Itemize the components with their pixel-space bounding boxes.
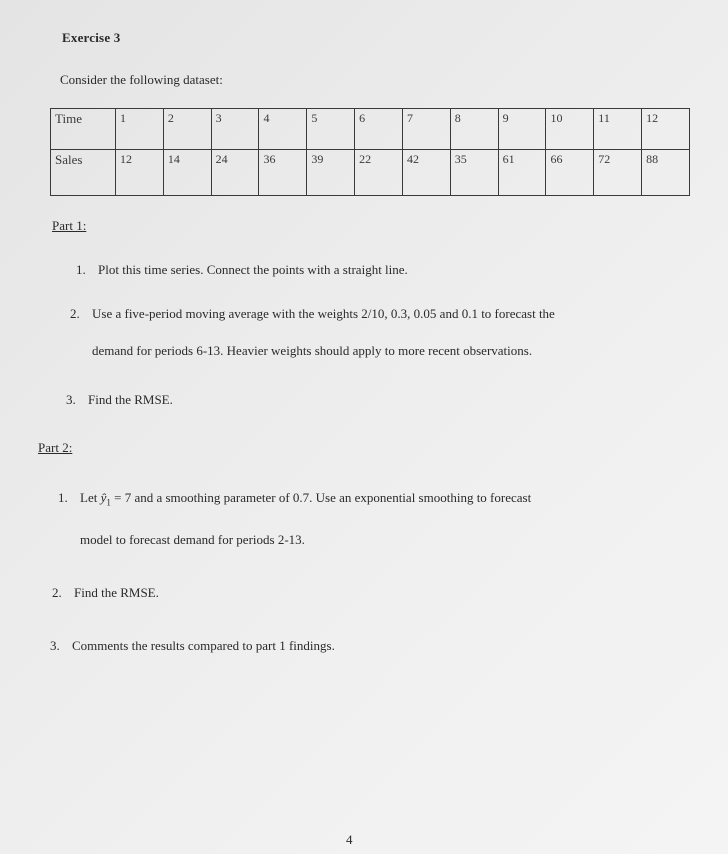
time-cell: 12 xyxy=(642,109,690,150)
sales-cell: 24 xyxy=(211,150,259,196)
sales-cell: 39 xyxy=(307,150,355,196)
y-hat-subscript: 1 xyxy=(106,497,111,508)
sales-cell: 36 xyxy=(259,150,307,196)
page-number: 4 xyxy=(346,832,353,847)
part1-question-1 xyxy=(76,262,408,278)
part1-question-2 xyxy=(70,306,555,322)
time-cell: 10 xyxy=(546,109,594,150)
sales-cell: 12 xyxy=(116,150,164,196)
time-label: Time xyxy=(51,109,116,150)
question-text: Find the RMSE. xyxy=(88,392,173,407)
part2-question-1 xyxy=(58,490,531,508)
part2-question-3 xyxy=(50,638,335,654)
dataset-table xyxy=(50,108,690,196)
y-hat-symbol: ŷ xyxy=(100,490,107,505)
sales-cell: 61 xyxy=(498,150,546,196)
time-cell: 8 xyxy=(450,109,498,150)
time-cell: 2 xyxy=(163,109,211,150)
part1-question-3 xyxy=(66,392,173,408)
sales-cell: 66 xyxy=(546,150,594,196)
question-text: Find the RMSE. xyxy=(74,585,159,600)
time-cell: 3 xyxy=(211,109,259,150)
exercise-title: Exercise 3 xyxy=(62,30,121,45)
time-cell: 7 xyxy=(402,109,450,150)
question-text: Comments the results compared to part 1 findings. xyxy=(72,638,335,653)
sales-cell: 14 xyxy=(163,150,211,196)
time-cell: 4 xyxy=(259,109,307,150)
time-cell: 1 xyxy=(116,109,164,150)
sales-cell: 35 xyxy=(450,150,498,196)
sales-cell: 72 xyxy=(594,150,642,196)
question-text: = 7 and a smoothing parameter of 0.7. Use an exponential smoothing to forecast xyxy=(114,490,532,505)
question-text: Use a five-period moving average with the weights 2/10, 0.3, 0.05 and 0.1 to forecast the xyxy=(92,306,555,321)
sales-cell: 88 xyxy=(642,150,690,196)
question-lead: Let xyxy=(80,490,98,505)
time-row xyxy=(51,109,690,150)
sales-label: Sales xyxy=(51,150,116,196)
sales-row xyxy=(51,150,690,196)
part2-question-1-continued: model to forecast demand for periods 2-13. xyxy=(80,532,305,547)
sales-cell: 22 xyxy=(355,150,403,196)
question-number: 2. xyxy=(70,306,80,321)
sales-cell: 42 xyxy=(402,150,450,196)
question-number: 1. xyxy=(76,262,86,277)
time-cell: 9 xyxy=(498,109,546,150)
part2-question-2 xyxy=(52,585,159,601)
question-number: 3. xyxy=(66,392,76,407)
part1-heading: Part 1: xyxy=(52,218,87,233)
intro-text: Consider the following dataset: xyxy=(60,72,223,87)
question-number: 2. xyxy=(52,585,62,600)
part2-heading: Part 2: xyxy=(38,440,73,455)
part1-question-2-continued: demand for periods 6-13. Heavier weights should apply to more recent observations. xyxy=(92,343,533,358)
question-number: 1. xyxy=(58,490,68,505)
time-cell: 5 xyxy=(307,109,355,150)
time-cell: 11 xyxy=(594,109,642,150)
time-cell: 6 xyxy=(355,109,403,150)
question-number: 3. xyxy=(50,638,60,653)
question-text: Plot this time series. Connect the points with a straight line. xyxy=(98,262,408,277)
